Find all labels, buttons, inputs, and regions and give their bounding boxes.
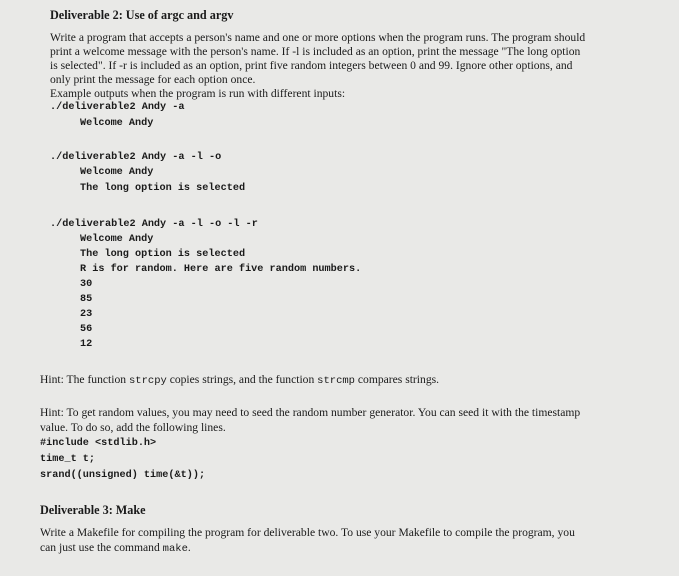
hint-text: copies strings, and the function — [166, 373, 318, 386]
example-output-line: The long option is selected — [80, 249, 246, 260]
example-output-line: Welcome Andy — [80, 234, 154, 245]
code-line: srand((unsigned) time(&t)); — [40, 470, 206, 481]
deliverable3-heading: Deliverable 3: Make — [40, 503, 146, 517]
example-intro: Example outputs when the program is run with different inputs: — [50, 87, 346, 100]
code-line: #include <stdlib.h> — [40, 438, 157, 449]
function-name: strcpy — [128, 375, 167, 387]
hint-random-line: value. To do so, add the following lines. — [40, 421, 226, 434]
function-name: strcmp — [317, 375, 355, 387]
example-output-line: 30 — [80, 279, 93, 290]
code-line: time_t t; — [40, 454, 96, 465]
deliverable3-text: can just use the command — [40, 541, 163, 554]
example-output-line: Welcome Andy — [80, 118, 154, 129]
example-output-line: The long option is selected — [80, 183, 246, 194]
deliverable2-paragraph-line: Write a program that accepts a person's name and one or more options when the program runs. The program should — [50, 31, 586, 44]
deliverable2-heading: Deliverable 2: Use of argc and argv — [50, 8, 234, 22]
deliverable2-paragraph-line: is selected". If -r is included as an option, print five random integers between 0 and 99. Ignore other options, and — [50, 59, 573, 72]
example-output-line: 56 — [80, 324, 93, 335]
example-output-line: 12 — [80, 339, 93, 350]
deliverable2-paragraph-line: print a welcome message with the person's name. If -l is included as an option, print the message "The long option — [50, 45, 581, 58]
hint-strcpy-strcmp — [40, 373, 439, 387]
example-output-line: R is for random. Here are five random numbers. — [80, 264, 362, 275]
example-output-line: 23 — [80, 309, 93, 320]
example-command: ./deliverable2 Andy -a -l -o -l -r — [50, 219, 258, 230]
command-name: make — [162, 543, 188, 555]
hint-text: compares strings. — [354, 373, 440, 386]
deliverable2-paragraph-line: only print the message for each option once. — [50, 73, 256, 86]
deliverable3-line — [40, 541, 191, 555]
hint-random-line: Hint: To get random values, you may need to seed the random number generator. You can seed it with the timestamp — [40, 406, 581, 419]
example-command: ./deliverable2 Andy -a -l -o — [50, 152, 222, 163]
deliverable3-line: Write a Makefile for compiling the program for deliverable two. To use your Makefile to compile the program, you — [40, 526, 575, 539]
example-output-line: 85 — [80, 294, 93, 305]
example-command: ./deliverable2 Andy -a — [50, 102, 185, 113]
deliverable3-text: . — [187, 541, 191, 554]
example-output-line: Welcome Andy — [80, 167, 154, 178]
hint-text: Hint: The function — [40, 373, 129, 386]
